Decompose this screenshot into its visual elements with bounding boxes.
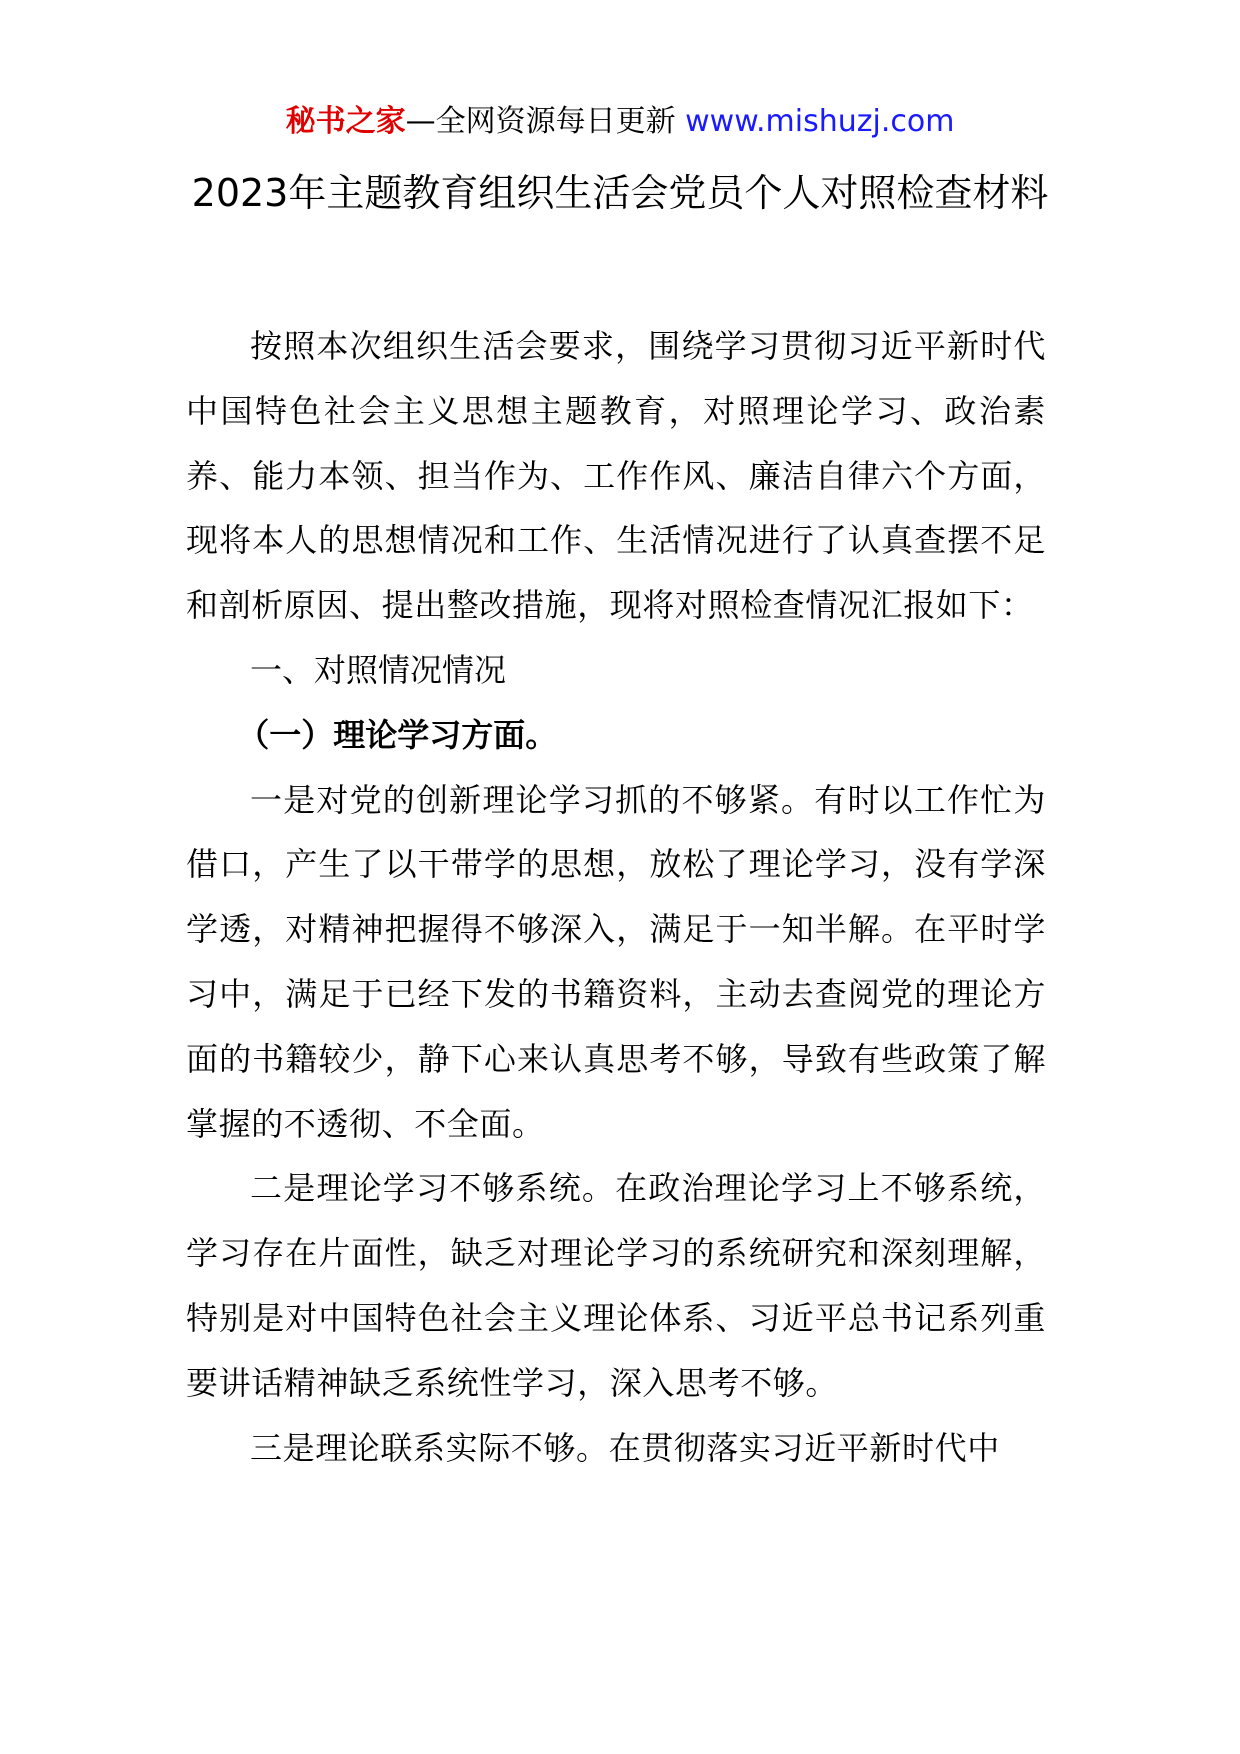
subsection-heading: （一）理论学习方面。 [237,715,558,754]
site-banner [0,102,1240,142]
body-paragraph-1: 一是对党的创新理论学习抓的不够紧。有时以工作忙为借口，产生了以干带学的思想，放松了理论学习，没有学深学透，对精神把握得不够深入，满足于一知半解。在平时学习中，满足于已经下发的书籍资料，主动去查阅党的理论方面的书籍较少，静下心来认真思考不够，导致有些政策了解掌握的不透彻、不全面。 [186,780,1046,1143]
intro-paragraph: 按照本次组织生活会要求，围绕学习贯彻习近平新时代中国特色社会主义思想主题教育，对照理论学习、政治素养、能力本领、担当作为、工作作风、廉洁自律六个方面，现将本人的思想情况和工作、生活情况进行了认真查摆不足和剖析原因、提出整改措施，现将对照检查情况汇报如下： [186,327,1046,625]
site-url-link[interactable]: www.mishuzj.com [685,104,955,139]
document-title: 2023年主题教育组织生活会党员个人对照检查材料 [191,171,1049,215]
document-body [186,314,1046,1480]
site-tagline: —全网资源每日更新 [405,104,686,139]
site-brand: 秘书之家 [285,104,406,139]
body-paragraph-3: 三是理论联系实际不够。在贯彻落实习近平新时代中 [250,1428,1000,1467]
body-paragraph-2: 二是理论学习不够系统。在政治理论学习上不够系统，学习存在片面性，缺乏对理论学习的系统研究和深刻理解，特别是对中国特色社会主义理论体系、习近平总书记系列重要讲话精神缺乏系统性学习，深入思考不够。 [186,1169,1046,1402]
section-heading: 一、对照情况情况 [250,650,507,689]
